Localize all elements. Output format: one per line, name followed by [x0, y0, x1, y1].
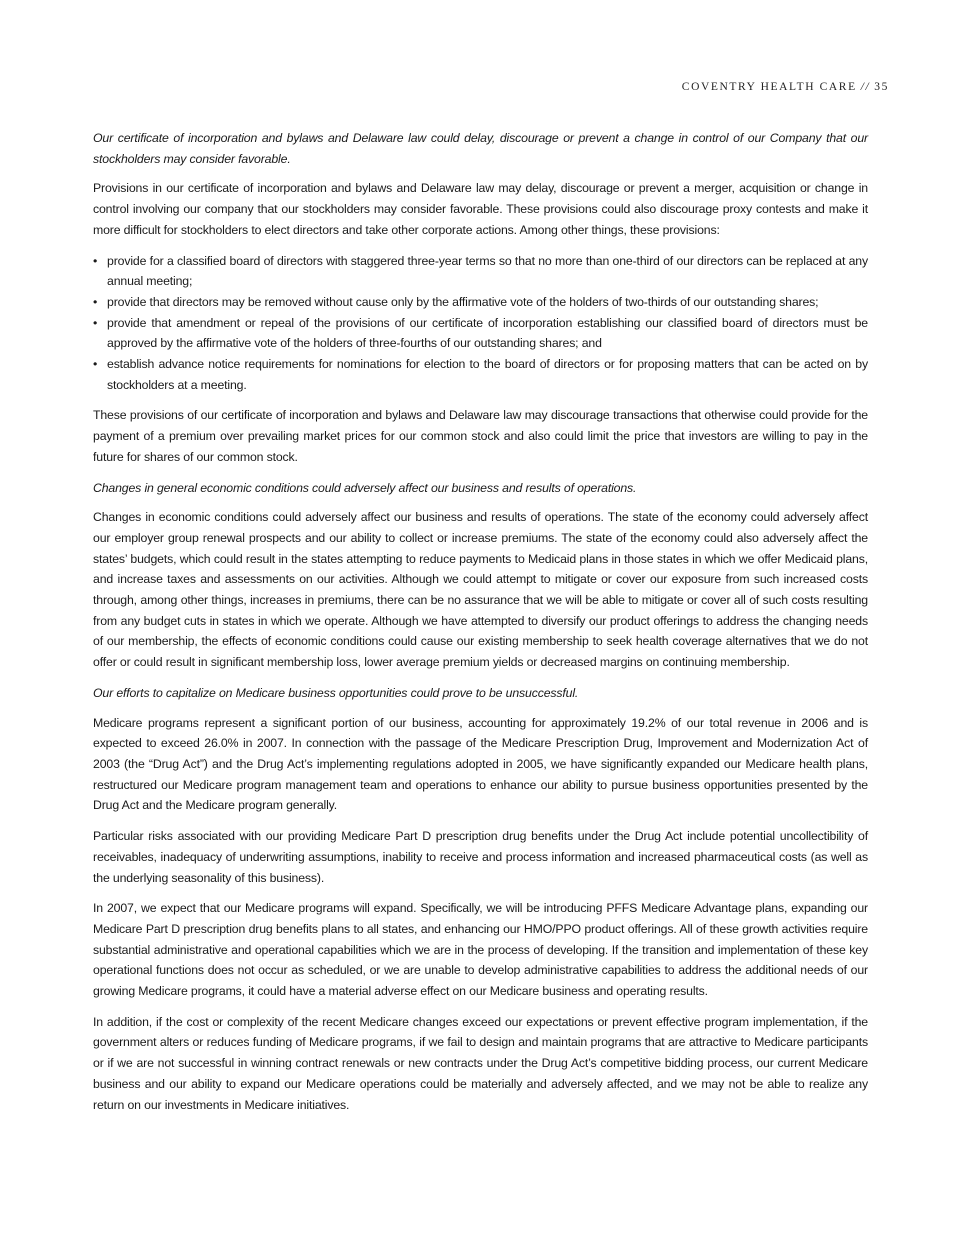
paragraph: Medicare programs represent a significant portion of our business, accounting for approximately 19.2% of our total revenue in 2006 and is expected to exceed 26.0% in 2007. In connection with the passage of the Medicare Prescription Drug, Improvement and Modernization Act of 2003 (the “Drug Act”) and the Drug Act’s implementing regulations adopted in 2005, we have significantly expanded our Medicare health plans, restructured our Medicare program management team and operations to enhance our ability to pursue business opportunities presented by the Drug Act and the Medicare program generally.: [93, 715, 868, 813]
list-item: [93, 354, 868, 395]
paragraph: Changes in economic conditions could adversely affect our business and results of operations. The state of the economy could adversely affect our employer group renewal prospects and our ability to collect or increase premiums. The state of the economy could also adversely affect the states’ budgets, which could result in the states attempting to reduce payments to Medicaid plans in those states in which we offer Medicaid plans, and increase taxes and assessments on our activities. Although we could attempt to mitigate or cover our exposure from such increased costs through, among other things, increases in premiums, there can be no assurance that we will be able to mitigate or cover all of such costs resulting from any budget cuts in states in which we operate. Although we have attempted to diversify our product offerings to address the changing needs of our membership, the effects of economic conditions could cause our existing membership to seek health coverage alternatives that we do not offer or could result in significant membership loss, lower average premium yields or decreased margins on continuing membership.: [93, 510, 868, 670]
section-anti-takeover: [93, 128, 868, 468]
running-header: [682, 81, 889, 93]
list-item-text: provide that directors may be removed without cause only by the affirmative vote of the holders of two-thirds of our outstanding shares;: [107, 294, 819, 309]
list-item-text: provide for a classified board of directors with staggered three-year terms so that no more than one-third of our directors can be replaced at any annual meeting;: [107, 253, 868, 289]
bullet-icon: •: [93, 357, 98, 372]
list-item: [93, 313, 868, 354]
list-item: [93, 251, 868, 292]
page-content: [93, 128, 868, 1125]
paragraph: Particular risks associated with our providing Medicare Part D prescription drug benefits under the Drug Act include potential uncollectibility of receivables, inadequacy of underwriting assumptions, inability to receive and process information and increased pharmaceutical costs (as well as the underlying seasonality of this business).: [93, 829, 868, 885]
paragraph: These provisions of our certificate of incorporation and bylaws and Delaware law may discourage transactions that otherwise could provide for the payment of a premium over prevailing market prices for our common stock and also could limit the price that investors are willing to pay in the future for shares of our common stock.: [93, 408, 868, 464]
provisions-list: [93, 251, 868, 396]
company-name: COVENTRY HEALTH CARE: [681, 81, 857, 93]
bullet-icon: •: [93, 253, 98, 268]
page-number: 35: [874, 81, 889, 93]
list-item-text: establish advance notice requirements for nominations for election to the board of directors or for proposing matters that can be acted on by stockholders at a meeting.: [107, 357, 868, 392]
bullet-icon: •: [93, 294, 98, 309]
paragraph: In 2007, we expect that our Medicare programs will expand. Specifically, we will be introducing PFFS Medicare Advantage plans, expanding our Medicare Part D prescription drug benefits plans to all states, and enhancing our HMO/PPO product offerings. All of these growth activities require substantial administrative and operational capabilities which we are in the process of developing. If the transition and implementation of these key operational functions does not occur as scheduled, or we are unable to develop administrative capabilities to address the additional needs of our growing Medicare programs, it could have a material adverse effect on our Medicare business and operating results.: [93, 901, 868, 999]
section-heading: Our certificate of incorporation and bylaws and Delaware law could delay, discourage or prevent a change in control of our Company that our stockholders may consider favorable.: [93, 131, 868, 166]
section-heading: Changes in general economic conditions could adversely affect our business and results of operations.: [93, 480, 637, 495]
section-heading: Our efforts to capitalize on Medicare business opportunities could prove to be unsuccessful.: [93, 685, 579, 700]
section-medicare: [93, 683, 868, 1115]
list-item-text: provide that amendment or repeal of the provisions of our certificate of incorporation establishing our classified board of directors must be approved by the affirmative vote of the holders of three-fourths of our outstanding shares; and: [107, 315, 868, 351]
section-economic-conditions: [93, 478, 868, 673]
paragraph: Provisions in our certificate of incorporation and bylaws and Delaware law may delay, discourage or prevent a merger, acquisition or change in control involving our company that our stockholders may consider favorable. These provisions could also discourage proxy contests and make it more difficult for stockholders to elect directors and take other corporate actions. Among other things, these provisions:: [93, 181, 868, 237]
header-separator: //: [860, 81, 871, 93]
bullet-icon: •: [93, 315, 98, 330]
list-item: [93, 292, 868, 313]
paragraph: In addition, if the cost or complexity of the recent Medicare changes exceed our expectations or prevent effective program implementation, if the government alters or reduces funding of Medicare programs, if we fail to design and maintain programs that are attractive to Medicare participants or if we are not successful in winning contract renewals or new contracts under the Drug Act’s competitive bidding process, our current Medicare business and our ability to expand our Medicare operations could be materially and adversely affected, and we may not be able to realize any return on our investments in Medicare initiatives.: [93, 1014, 868, 1112]
